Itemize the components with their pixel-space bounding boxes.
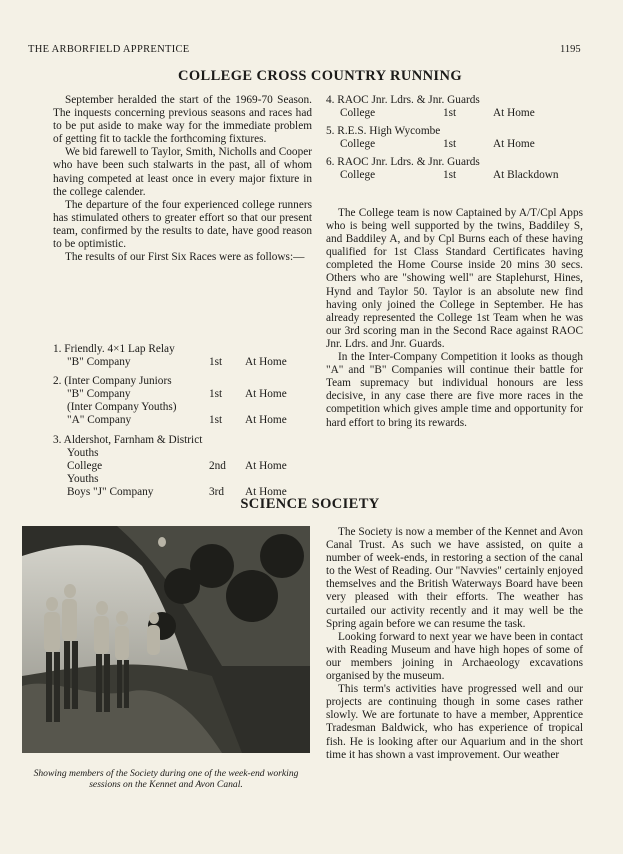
race-line [53,414,312,427]
race-team: (Inter Company Youths) [67,401,177,414]
race-item [53,343,312,369]
cross-country-intro [53,94,312,264]
race-venue: At Blackdown [493,169,559,182]
race-item [53,434,312,499]
race-venue: At Home [245,459,287,472]
race-line [53,460,312,473]
race-line [326,169,583,182]
race-item [326,94,583,120]
race-results-right [326,94,583,188]
race-team: Boys "J" Company [67,485,154,498]
paragraph: Looking forward to next year we have been in contact with Reading Museum and have high hopes of some of our members joining in Archaeology excavations organised by the museum. [326,630,583,683]
race-place: 1st [209,414,223,427]
cross-country-title: COLLEGE CROSS COUNTRY RUNNING [177,68,463,84]
race-line [53,401,312,414]
race-venue: At Home [245,414,287,427]
race-title: 2. (Inter Company Juniors [53,375,172,388]
photo-image [22,526,310,753]
race-team: Youths [67,472,99,485]
race-results-left [53,343,312,505]
race-place: 1st [209,356,223,369]
race-place: 2nd [209,459,226,472]
race-place: 1st [443,107,457,120]
race-title: 5. R.E.S. High Wycombe [326,125,441,138]
race-team: Youths [67,446,99,459]
race-venue: At Home [245,388,287,401]
race-team: College [340,169,376,182]
paragraph: This term's activities have progressed well and our projects are continuing though in some cases rather slowly. We are fortunate to have a member, Apprentice Tradesman Baldwick, who has experience of tropical fish. He is looking after our Aquarium and in the short time it has shown a vast improvement. Our weather [326,683,583,761]
race-item [326,125,583,151]
race-line [326,138,583,151]
photo-caption: Showing members of the Society during one of the week-end working sessions on the Kennet and Avon Canal. [33,768,299,790]
paragraph: In the Inter-Company Competition it looks as though "A" and "B" Companies will continue their battle for Team supremacy but individual honours are less decisive, in any case there are five more races in the competition which gives ample time and opportunity for hard effort to bring its rewards. [326,351,583,429]
race-place: 1st [443,138,457,151]
science-society-title: SCIENCE SOCIETY [240,496,380,512]
race-title: 3. Aldershot, Farnham & District [53,433,203,446]
race-line [53,473,312,486]
race-line [53,356,312,369]
paragraph: The results of our First Six Races were as follows:— [65,251,305,264]
race-venue: At Home [493,138,535,151]
race-place: 1st [209,388,223,401]
paragraph: The Society is now a member of the Kennet and Avon Canal Trust. As such we have assisted, on quite a number of week-ends, in restoring a section of the canal to the West of Reading. Our "Navvies" certainly enjoyed themselves and the British Waterways Board have been very pleased with their efforts. The weather has curtailed our activity recently and it may well be the Spring again before we can resume the task. [326,526,583,630]
race-team: "B" Company [67,388,131,401]
paragraph: September heralded the start of the 1969-70 Season. The inquests concerning previous seasons and races had to be put aside to make way for the immediate problem of getting fit to tackle the forthcoming fixtures. [53,94,312,146]
paragraph: The College team is now Captained by A/T/Cpl Apps who is being well supported by the twins, Baddiley S, and Baddiley A, and by Cpl Burns each of these having qualified for 1st Class Standard Certificates having completed the Home Course inside 20 mins 30 secs. Others who are "showing well" are Staplehurst, Hines, Hynd and Taylor 50. Taylor is an absolute new find having only joined the College in September. He has already represented the College 1st Team when he was our 3rd scoring man in the Second Race against RAOC Jnr. Ldrs. and Jnr. Guards. [326,207,583,350]
race-venue: At Home [245,485,287,498]
race-title: 1. Friendly. 4×1 Lap Relay [53,343,175,355]
race-place: 3rd [209,485,225,498]
paragraph: The departure of the four experienced college runners has stimulated others to greater effort so that our present team, confirmed by the results to date, have good reason to be optimistic. [53,198,312,251]
race-team: "A" Company [67,414,132,427]
canal-work-photo [22,526,310,753]
race-item [326,156,583,182]
race-title: 6. RAOC Jnr. Ldrs. & Jnr. Guards [326,156,480,169]
race-team: College [340,107,376,120]
race-place: 1st [443,169,457,182]
race-title: 4. RAOC Jnr. Ldrs. & Jnr. Guards [326,94,480,106]
race-team: College [67,459,103,472]
race-item [53,375,312,427]
race-team: College [340,138,376,151]
race-line [53,388,312,401]
cross-country-report [326,207,583,430]
race-line [326,107,583,120]
page-number: 1195 [560,44,581,55]
running-head: THE ARBORFIELD APPRENTICE [28,44,190,55]
race-line [53,447,312,460]
race-venue: At Home [493,107,535,120]
paragraph: We bid farewell to Taylor, Smith, Nicholls and Cooper who have been such stalwarts in the past, all of whom having competed at least once in every major fixture in the college calender. [53,146,312,198]
science-society-text [326,526,583,762]
race-team: "B" Company [67,356,131,369]
race-venue: At Home [245,356,287,369]
